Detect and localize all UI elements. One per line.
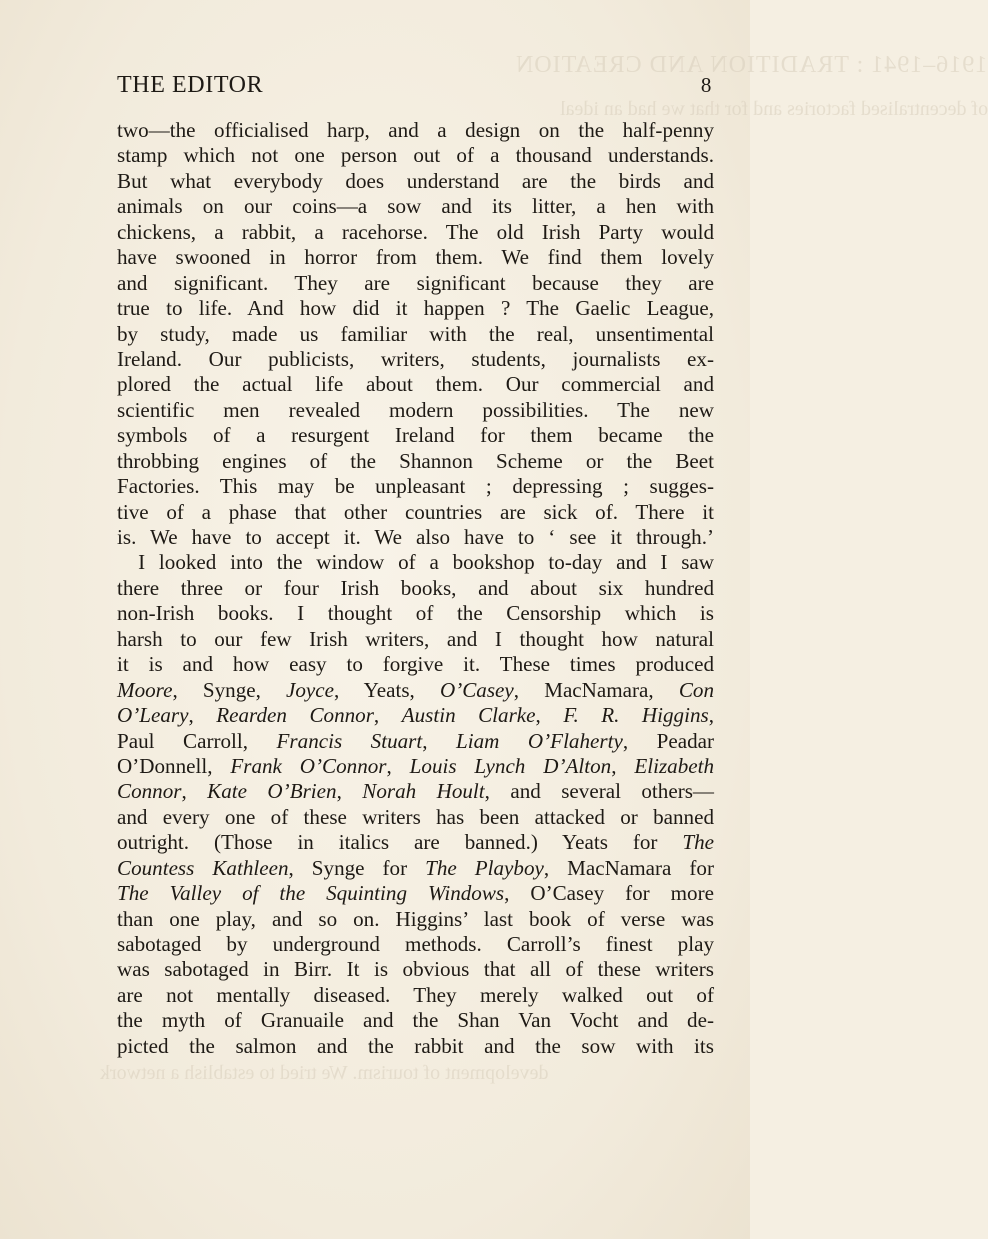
text-line: non-Irish books. I thought of the Censorship which is xyxy=(117,601,714,626)
running-title: THE EDITOR xyxy=(117,72,264,98)
text-line: there three or four Irish books, and about six hundred xyxy=(117,575,714,600)
text-line: animals on our coins—a sow and its litter, a hen with xyxy=(117,194,714,219)
text-line: stamp which not one person out of a thousand understands. xyxy=(117,143,714,168)
text-line: the myth of Granuaile and the Shan Van Vocht and de- xyxy=(117,1008,714,1033)
text-line: Connor, Kate O’Brien, Norah Hoult, and several others— xyxy=(117,779,715,804)
banned-author: Con xyxy=(678,677,714,702)
text-line: and every one of these writers has been attacked or banned xyxy=(117,804,714,829)
banned-author: F. R. Higgins xyxy=(563,703,709,728)
text-line: Moore, Synge, Joyce, Yeats, O’Casey, MacNamara, Con xyxy=(117,677,714,702)
text-line: O’Donnell, Frank O’Connor, Louis Lynch D’Alton, Elizabeth xyxy=(117,753,715,778)
banned-author: Norah Hoult xyxy=(362,779,485,804)
text-line: it is and how easy to forgive it. These times produced xyxy=(117,652,714,677)
body-text xyxy=(117,118,714,1059)
text-line: O’Leary, Rearden Connor, Austin Clarke, F. R. Higgins, xyxy=(117,703,715,728)
text-line: throbbing engines of the Shannon Scheme or the Beet xyxy=(117,448,714,473)
text-line: outright. (Those in italics are banned.) Yeats for The xyxy=(117,830,714,855)
banned-author: Austin Clarke xyxy=(401,703,536,728)
text-line: But what everybody does understand are the birds and xyxy=(117,168,714,193)
running-head xyxy=(117,72,712,99)
text-line: picted the salmon and the rabbit and the sow with its xyxy=(117,1033,714,1058)
text-line: Factories. This may be unpleasant ; depressing ; sugges- xyxy=(117,474,714,499)
banned-author: Kate O’Brien xyxy=(207,779,337,804)
text-line: The Valley of the Squinting Windows, O’Casey for more xyxy=(117,881,714,906)
text-line: harsh to our few Irish writers, and I thought how natural xyxy=(117,626,714,651)
paragraph-1 xyxy=(117,118,714,550)
banned-author: Connor xyxy=(117,779,182,804)
text-line: are not mentally diseased. They merely walked out of xyxy=(117,982,714,1007)
show-through-line: of decentralised factories and for that we had an ideal xyxy=(560,98,988,120)
page-number: 8 xyxy=(700,73,712,97)
text-line: plored the actual life about them. Our commercial and xyxy=(117,372,714,397)
banned-title: The Playboy xyxy=(425,855,544,880)
text-line: two—the officialised harp, and a design on the half-penny xyxy=(117,118,714,142)
paragraph-2 xyxy=(117,550,714,1059)
banned-author: Liam O’Flaherty xyxy=(456,728,623,753)
banned-author: Rearden Connor xyxy=(216,703,374,728)
banned-author: Elizabeth xyxy=(634,753,715,778)
text-line: I looked into the window of a bookshop to-day and I saw xyxy=(138,550,714,575)
text-line: chickens, a rabbit, a racehorse. The old Irish Party would xyxy=(117,219,714,244)
banned-author: Francis Stuart xyxy=(276,728,423,753)
banned-author: Louis Lynch D’Alton xyxy=(409,753,612,778)
text-line: and significant. They are significant because they are xyxy=(117,270,714,295)
show-through-header: 1916–1941 : TRADITION AND CREATION xyxy=(515,52,988,78)
text-line: than one play, and so on. Higgins’ last book of verse was xyxy=(117,906,714,931)
text-line: Paul Carroll, Francis Stuart, Liam O’Flaherty, Peadar xyxy=(117,728,715,753)
text-line: have swooned in horror from them. We find them lovely xyxy=(117,245,714,270)
banned-title: Countess Kathleen xyxy=(117,855,289,880)
banned-title: The Valley of the Squinting Windows xyxy=(117,881,505,906)
banned-title: The xyxy=(682,830,714,855)
banned-author: O’Casey xyxy=(439,677,514,702)
text-line: by study, made us familiar with the real, unsentimental xyxy=(117,321,714,346)
text-line: Ireland. Our publicists, writers, students, journalists ex- xyxy=(117,346,714,371)
text-line: Countess Kathleen, Synge for The Playboy, MacNamara for xyxy=(117,855,714,880)
banned-author: Joyce xyxy=(286,677,335,702)
text-line: symbols of a resurgent Ireland for them became the xyxy=(117,423,714,448)
banned-author: Frank O’Connor xyxy=(230,753,387,778)
text-line: scientific men revealed modern possibilities. The new xyxy=(117,397,714,422)
text-line: sabotaged by underground methods. Carroll’s finest play xyxy=(117,932,714,956)
show-through-footer: development of tourism. We tried to establish a network xyxy=(100,1062,549,1084)
text-line: was sabotaged in Birr. It is obvious that all of these writers xyxy=(117,957,714,982)
text-line: true to life. And how did it happen ? The Gaelic League, xyxy=(117,296,714,321)
text-line: tive of a phase that other countries are sick of. There it xyxy=(117,499,714,524)
banned-author: Moore xyxy=(117,677,173,702)
banned-author: O’Leary xyxy=(117,703,189,728)
text-line: is. We have to accept it. We also have to ‘ see it through.’ xyxy=(117,525,714,549)
